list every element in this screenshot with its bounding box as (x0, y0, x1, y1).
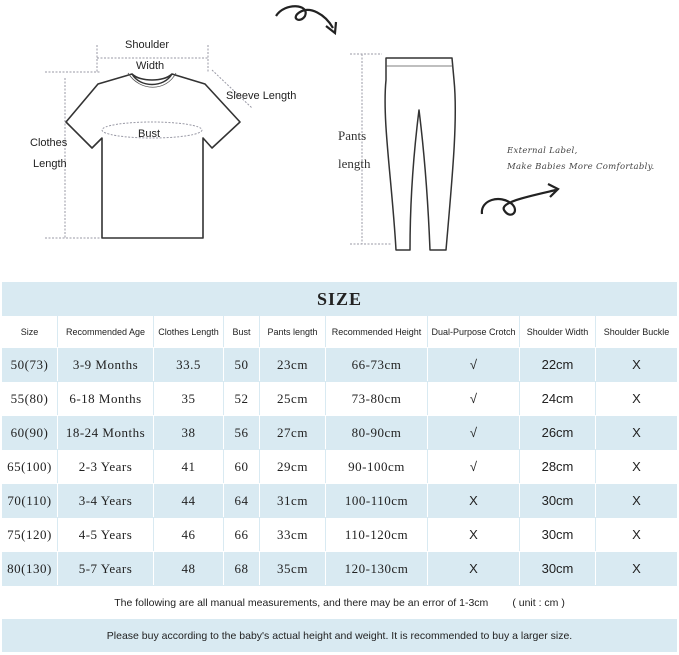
table-cell: 33.5 (154, 347, 224, 381)
table-cell: 30cm (520, 483, 596, 517)
bust-label: Bust (138, 128, 161, 140)
table-cell: X (596, 381, 677, 415)
table-cell: 30cm (520, 551, 596, 585)
measurement-note-text: The following are all manual measurements, and there may be an error of 1-3cm (114, 596, 489, 609)
table-cell: 44 (154, 483, 224, 517)
table-cell: 29cm (260, 449, 326, 483)
table-cell: √ (428, 449, 520, 483)
table-row (2, 517, 677, 551)
table-cell: X (596, 551, 677, 585)
table-cell: 68 (224, 551, 260, 585)
table-cell: X (596, 415, 677, 449)
measurement-note-row (2, 585, 677, 619)
table-cell: 60 (224, 449, 260, 483)
table-cell: 64 (224, 483, 260, 517)
table-cell: 24cm (520, 381, 596, 415)
column-header: Shoulder Buckle (596, 316, 677, 347)
table-cell: 75(120) (2, 517, 58, 551)
unit-note: ( unit : cm ) (512, 596, 565, 609)
clothes-label: Clothes (30, 137, 68, 149)
table-cell: 31cm (260, 483, 326, 517)
table-cell: 5-7 Years (58, 551, 154, 585)
table-row (2, 381, 677, 415)
table-cell: 73-80cm (326, 381, 428, 415)
table-cell: 56 (224, 415, 260, 449)
table-cell: 6-18 Months (58, 381, 154, 415)
table-cell: 38 (154, 415, 224, 449)
table-cell: 33cm (260, 517, 326, 551)
table-cell: 35cm (260, 551, 326, 585)
swirl-arrow-icon (276, 6, 333, 28)
table-cell: 35 (154, 381, 224, 415)
table-cell: 110-120cm (326, 517, 428, 551)
column-header: Recommended Height (326, 316, 428, 347)
pants-length-label: length (338, 156, 371, 171)
table-cell: √ (428, 347, 520, 381)
column-header: Dual-Purpose Crotch (428, 316, 520, 347)
tshirt-outline (66, 74, 240, 238)
buying-advice: Please buy according to the baby's actual height and weight. It is recommended to buy a larger size. (2, 619, 677, 652)
column-header: Size (2, 316, 58, 347)
table-cell: 48 (154, 551, 224, 585)
table-cell: X (596, 347, 677, 381)
measurement-note (2, 585, 677, 619)
table-cell: 18-24 Months (58, 415, 154, 449)
table-cell: 50(73) (2, 347, 58, 381)
table-row (2, 347, 677, 381)
table-cell: √ (428, 415, 520, 449)
table-cell: 3-4 Years (58, 483, 154, 517)
sleeve-length-label: Sleeve Length (226, 90, 297, 102)
table-title: SIZE (2, 282, 677, 316)
table-cell: √ (428, 381, 520, 415)
table-cell: 46 (154, 517, 224, 551)
table-cell: 2-3 Years (58, 449, 154, 483)
size-diagram (0, 0, 679, 282)
table-cell: 25cm (260, 381, 326, 415)
callout-line-2: Make Babies More Comfortably. (507, 162, 655, 172)
table-row (2, 449, 677, 483)
column-header: Shoulder Width (520, 316, 596, 347)
table-row (2, 551, 677, 585)
table-cell: 23cm (260, 347, 326, 381)
table-row (2, 415, 677, 449)
table-cell: 30cm (520, 517, 596, 551)
table-header-row (2, 316, 677, 347)
pants-outline (385, 58, 455, 250)
table-cell: 55(80) (2, 381, 58, 415)
shoulder-label: Shoulder (125, 39, 170, 51)
column-header: Clothes Length (154, 316, 224, 347)
callout-line-1: External Label, (507, 146, 578, 156)
table-cell: 90-100cm (326, 449, 428, 483)
table-cell: X (428, 517, 520, 551)
table-cell: 66 (224, 517, 260, 551)
table-cell: 52 (224, 381, 260, 415)
table-cell: 4-5 Years (58, 517, 154, 551)
curly-arrow-icon (482, 190, 556, 215)
table-row (2, 483, 677, 517)
table-cell: 65(100) (2, 449, 58, 483)
table-cell: X (428, 551, 520, 585)
table-cell: 80-90cm (326, 415, 428, 449)
table-cell: 66-73cm (326, 347, 428, 381)
column-header: Pants length (260, 316, 326, 347)
size-table (2, 282, 677, 652)
pants-label: Pants (338, 128, 367, 143)
table-cell: 27cm (260, 415, 326, 449)
table-cell: 60(90) (2, 415, 58, 449)
table-cell: X (596, 517, 677, 551)
table-cell: 70(110) (2, 483, 58, 517)
table-cell: X (428, 483, 520, 517)
length-label: Length (33, 158, 67, 170)
table-cell: 28cm (520, 449, 596, 483)
table-cell: 22cm (520, 347, 596, 381)
table-cell: 41 (154, 449, 224, 483)
table-cell: 100-110cm (326, 483, 428, 517)
buying-advice-row (2, 619, 677, 652)
column-header: Recommended Age (58, 316, 154, 347)
table-cell: 3-9 Months (58, 347, 154, 381)
table-cell: 50 (224, 347, 260, 381)
width-label: Width (136, 60, 165, 72)
table-cell: 80(130) (2, 551, 58, 585)
table-cell: X (596, 483, 677, 517)
table-cell: 120-130cm (326, 551, 428, 585)
table-cell: X (596, 449, 677, 483)
table-cell: 26cm (520, 415, 596, 449)
column-header: Bust (224, 316, 260, 347)
